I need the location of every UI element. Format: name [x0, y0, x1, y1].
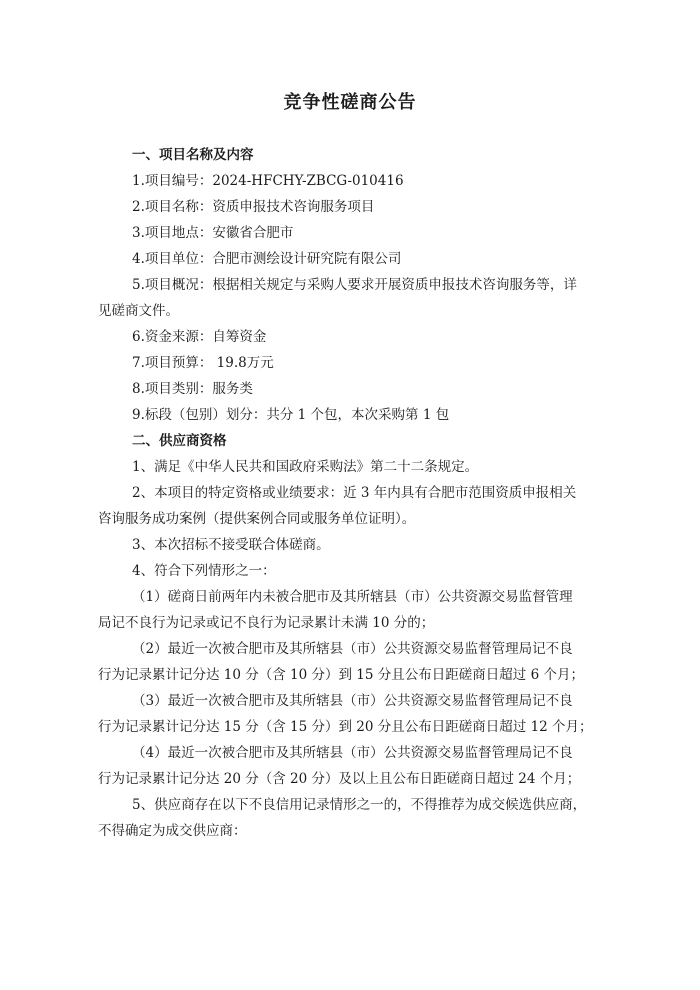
project-unit: 4.项目单位：合肥市测绘设计研究院有限公司 [132, 251, 402, 267]
sub-item-3-line2: 行为记录累计记分达 15 分（含 15 分）到 20 分且公布日距磋商日超过 12 个月； [98, 719, 593, 735]
section-heading-supplier: 二、供应商资格 [132, 433, 227, 449]
funding-source: 6.资金来源：自筹资金 [132, 329, 267, 345]
project-overview-line1: 5.项目概况：根据相关规定与采购人要求开展资质申报技术咨询服务等，详 [132, 277, 577, 293]
requirement-2-line2: 咨询服务成功案例（提供案例合同或服务单位证明）。 [98, 511, 416, 527]
project-name: 2.项目名称：资质申报技术咨询服务项目 [132, 199, 375, 215]
sub-item-2-line2: 行为记录累计记分达 10 分（含 10 分）到 15 分且公布日距磋商日超过 6 个月； [98, 667, 584, 683]
sub-item-4 [98, 740, 603, 792]
sub-item-4-line2: 行为记录累计记分达 20 分（含 20 分）及以上且公布日距磋商日超过 24 个月； [98, 771, 581, 787]
requirement-3: 3、本次招标不接受联合体磋商。 [132, 537, 330, 553]
project-overview [98, 272, 603, 324]
project-overview-line2: 见磋商文件。 [98, 303, 179, 319]
requirement-2 [98, 480, 603, 532]
document-title: 竞争性磋商公告 [283, 92, 417, 113]
project-number: 1.项目编号：2024-HFCHY-ZBCG-010416 [132, 173, 404, 189]
requirement-5-line2: 不得确定为成交供应商： [98, 823, 247, 839]
requirement-1: 1、满足《中华人民共和国政府采购法》第二十二条规定。 [132, 459, 479, 475]
requirement-5-line1: 5、供应商存在以下不良信用记录情形之一的，不得推荐为成交候选供应商， [132, 797, 587, 813]
sub-item-1-line1: （1）磋商日前两年内未被合肥市及其所辖县（市）公共资源交易监督管理 [132, 589, 573, 605]
section-heading-project: 一、项目名称及内容 [132, 147, 254, 163]
document-body [98, 142, 603, 844]
sub-item-1 [98, 584, 603, 636]
requirement-4: 4、符合下列情形之一： [132, 563, 276, 579]
sub-item-3-line1: （3）最近一次被合肥市及其所辖县（市）公共资源交易监督管理局记不良 [132, 693, 573, 709]
requirement-2-line1: 2、本项目的特定资格或业绩要求：近 3 年内具有合肥市范围资质申报相关 [132, 485, 577, 501]
sub-item-1-line2: 局记不良行为记录或记不良行为记录累计未满 10 分的； [98, 615, 435, 631]
project-budget: 7.项目预算： 19.8万元 [132, 355, 274, 371]
sub-item-4-line1: （4）最近一次被合肥市及其所辖县（市）公共资源交易监督管理局记不良 [132, 745, 573, 761]
project-location: 3.项目地点：安徽省合肥市 [132, 225, 294, 241]
sub-item-2 [98, 636, 603, 688]
lot-division: 9.标段（包别）划分：共分 1 个包，本次采购第 1 包 [132, 407, 450, 423]
requirement-5 [98, 792, 603, 844]
sub-item-3 [98, 688, 603, 740]
sub-item-2-line1: （2）最近一次被合肥市及其所辖县（市）公共资源交易监督管理局记不良 [132, 641, 573, 657]
project-category: 8.项目类别：服务类 [132, 381, 253, 397]
